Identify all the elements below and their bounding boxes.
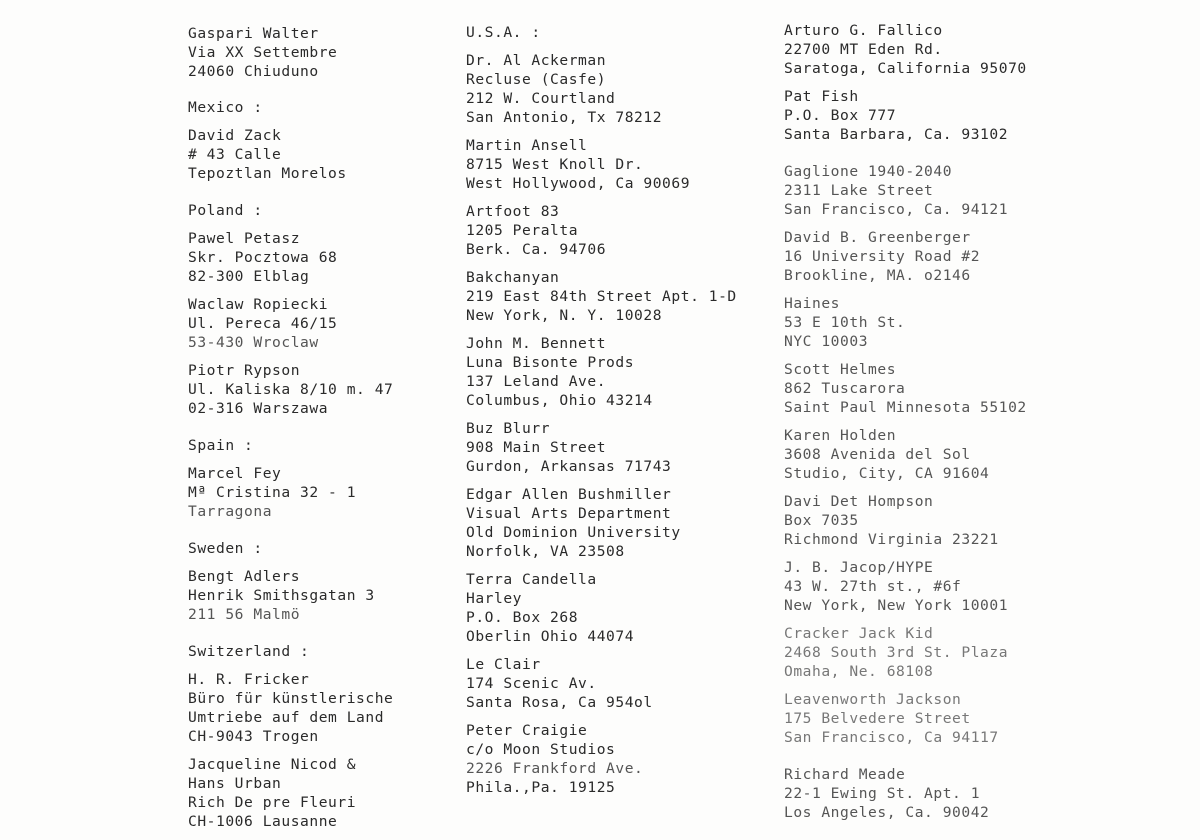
address-entry: [784, 162, 1184, 219]
address-line: Artfoot 83: [466, 203, 560, 220]
address-entry: [784, 360, 1184, 417]
address-line: Gaglione 1940-2040: [784, 163, 953, 180]
address-line: Box 7035: [784, 512, 859, 529]
address-line: Luna Bisonte Prods: [466, 354, 635, 371]
address-line: Scott Helmes: [784, 361, 897, 378]
address-line: Santa Rosa, Ca 954ol: [466, 694, 653, 711]
address-line: Richard Meade: [784, 766, 906, 783]
address-entry: [466, 570, 836, 646]
country-heading-spain: Spain :: [188, 437, 254, 454]
address-line: Saratoga, California 95070: [784, 60, 1027, 77]
address-line: Los Angeles, Ca. 90042: [784, 804, 990, 821]
address-line: Cracker Jack Kid: [784, 625, 934, 642]
address-line: P.O. Box 777: [784, 107, 897, 124]
address-entry: [784, 690, 1184, 747]
address-line: Hans Urban: [188, 775, 282, 792]
address-line: NYC 10003: [784, 333, 869, 350]
address-line: Buz Blurr: [466, 420, 551, 437]
address-line: Pawel Petasz: [188, 230, 301, 247]
address-line: 16 University Road #2: [784, 248, 981, 265]
address-line: Berk. Ca. 94706: [466, 241, 607, 258]
address-line: 908 Main Street: [466, 439, 607, 456]
address-line: Piotr Rypson: [188, 362, 301, 379]
address-line: Peter Craigie: [466, 722, 588, 739]
address-line: Büro für künstlerische: [188, 690, 394, 707]
address-line: 82-300 Elblag: [188, 268, 310, 285]
address-line: c/o Moon Studios: [466, 741, 616, 758]
address-line: New York, N. Y. 10028: [466, 307, 663, 324]
address-entry: [784, 21, 1184, 78]
address-line: 2468 South 3rd St. Plaza: [784, 644, 1009, 661]
address-line: San Francisco, Ca. 94121: [784, 201, 1009, 218]
address-line: John M. Bennett: [466, 335, 607, 352]
address-line: San Antonio, Tx 78212: [466, 109, 663, 126]
address-line: 2311 Lake Street: [784, 182, 934, 199]
address-line: 1205 Peralta: [466, 222, 579, 239]
address-line: Henrik Smithsgatan 3: [188, 587, 375, 604]
address-entry: [466, 334, 836, 410]
address-line: Oberlin Ohio 44074: [466, 628, 635, 645]
address-line: Le Clair: [466, 656, 541, 673]
address-line: Santa Barbara, Ca. 93102: [784, 126, 1009, 143]
address-line: 8715 West Knoll Dr.: [466, 156, 644, 173]
address-line: Richmond Virginia 23221: [784, 531, 999, 548]
address-entry: [784, 492, 1184, 549]
address-line: CH-1006 Lausanne: [188, 813, 338, 830]
address-line: 212 W. Courtland: [466, 90, 616, 107]
address-line: Arturo G. Fallico: [784, 22, 943, 39]
address-line: Umtriebe auf dem Land: [188, 709, 385, 726]
address-entry: [784, 426, 1184, 483]
address-line: David B. Greenberger: [784, 229, 971, 246]
country-heading-switzerland: Switzerland :: [188, 643, 310, 660]
address-line: Ul. Pereca 46/15: [188, 315, 338, 332]
address-line: Brookline, MA. o2146: [784, 267, 971, 284]
address-line: Skr. Pocztowa 68: [188, 249, 338, 266]
address-line: Haines: [784, 295, 841, 312]
address-line: Harley: [466, 590, 523, 607]
address-entry: [466, 655, 836, 712]
address-line: Phila.,Pa. 19125: [466, 779, 616, 796]
country-heading-sweden: Sweden :: [188, 540, 263, 557]
address-line: Bakchanyan: [466, 269, 560, 286]
address-line: Recluse (Casfe): [466, 71, 607, 88]
address-line: Columbus, Ohio 43214: [466, 392, 653, 409]
address-entry: [466, 51, 836, 127]
address-line: Jacqueline Nicod &: [188, 756, 357, 773]
address-line: 22-1 Ewing St. Apt. 1: [784, 785, 981, 802]
address-line: 174 Scenic Av.: [466, 675, 597, 692]
address-line: David Zack: [188, 127, 282, 144]
address-line: Studio, City, CA 91604: [784, 465, 990, 482]
address-line: 24060 Chiuduno: [188, 63, 319, 80]
address-entry: [466, 268, 836, 325]
address-line: # 43 Calle: [188, 146, 282, 163]
address-entry: [784, 228, 1184, 285]
address-line: Tepoztlan Morelos: [188, 165, 347, 182]
address-line: J. B. Jacop/HYPE: [784, 559, 934, 576]
address-line: 53-430 Wroclaw: [188, 334, 319, 351]
address-line: 43 W. 27th st., #6f: [784, 578, 962, 595]
address-line: 862 Tuscarora: [784, 380, 906, 397]
address-line: P.O. Box 268: [466, 609, 579, 626]
address-entry: [466, 485, 836, 561]
address-line: Via XX Settembre: [188, 44, 338, 61]
address-line: 3608 Avenida del Sol: [784, 446, 971, 463]
address-line: 137 Leland Ave.: [466, 373, 607, 390]
country-heading-usa: U.S.A. :: [466, 24, 541, 41]
address-line: New York, New York 10001: [784, 597, 1009, 614]
address-entry: [466, 136, 836, 193]
address-line: Terra Candella: [466, 571, 597, 588]
address-line: Rich De pre Fleuri: [188, 794, 357, 811]
address-line: Visual Arts Department: [466, 505, 672, 522]
address-entry: [784, 294, 1184, 351]
address-line: Leavenworth Jackson: [784, 691, 962, 708]
address-line: Dr. Al Ackerman: [466, 52, 607, 69]
address-entry: [784, 87, 1184, 144]
address-line: Gurdon, Arkansas 71743: [466, 458, 672, 475]
address-line: Davi Det Hompson: [784, 493, 934, 510]
address-line: Omaha, Ne. 68108: [784, 663, 934, 680]
address-entry: [466, 419, 836, 476]
address-line: Waclaw Ropiecki: [188, 296, 329, 313]
country-heading-mexico: Mexico :: [188, 99, 263, 116]
address-line: CH-9043 Trogen: [188, 728, 319, 745]
address-line: 2226 Frankford Ave.: [466, 760, 644, 777]
address-line: 02-316 Warszawa: [188, 400, 329, 417]
address-line: 211 56 Malmö: [188, 606, 301, 623]
address-line: Gaspari Walter: [188, 25, 319, 42]
address-line: Tarragona: [188, 503, 273, 520]
address-line: Edgar Allen Bushmiller: [466, 486, 672, 503]
address-entry: [784, 765, 1184, 822]
address-column-3: [784, 21, 1184, 822]
address-line: Old Dominion University: [466, 524, 681, 541]
address-line: Karen Holden: [784, 427, 897, 444]
address-line: 22700 MT Eden Rd.: [784, 41, 943, 58]
address-line: Bengt Adlers: [188, 568, 301, 585]
address-line: Norfolk, VA 23508: [466, 543, 625, 560]
address-line: Saint Paul Minnesota 55102: [784, 399, 1027, 416]
address-line: Marcel Fey: [188, 465, 282, 482]
address-line: 53 E 10th St.: [784, 314, 906, 331]
address-entry: [784, 624, 1184, 681]
address-entry: [466, 721, 836, 797]
address-line: H. R. Fricker: [188, 671, 310, 688]
address-entry: [784, 558, 1184, 615]
address-line: West Hollywood, Ca 90069: [466, 175, 691, 192]
address-line: Ul. Kaliska 8/10 m. 47: [188, 381, 394, 398]
address-line: San Francisco, Ca 94117: [784, 729, 999, 746]
country-heading-poland: Poland :: [188, 202, 263, 219]
address-line: Pat Fish: [784, 88, 859, 105]
address-line: 175 Belvedere Street: [784, 710, 971, 727]
address-line: Martin Ansell: [466, 137, 588, 154]
address-line: Mª Cristina 32 - 1: [188, 484, 357, 501]
address-entry: [466, 202, 836, 259]
address-column-2: [466, 23, 836, 797]
address-line: 219 East 84th Street Apt. 1-D: [466, 288, 737, 305]
